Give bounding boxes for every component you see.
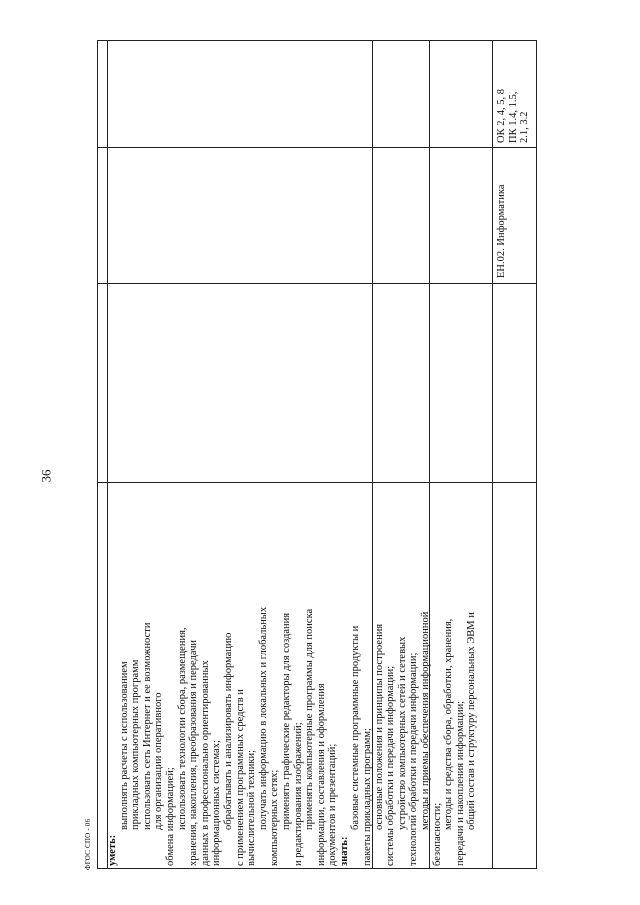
content-cell: [107, 607, 478, 866]
code-line: ОК 2, 4, 5, 8: [496, 89, 507, 143]
content-line: системы обработки и передачи информации;: [385, 665, 397, 866]
content-line: информации, составления и оформления: [315, 683, 327, 866]
table-divider: [492, 40, 493, 869]
content-line: вычислительной техники;: [246, 749, 258, 866]
section-heading: знать:: [338, 836, 350, 866]
content-line: общий состав и структуру персональных ЭВМ и: [466, 612, 478, 830]
content-line: для организации оперативного: [153, 692, 165, 830]
content-line: получать информацию в локальных и глобальных: [257, 606, 269, 830]
content-line: передачи и накопления информации;: [454, 700, 466, 866]
content-line: компьютерных сетях;: [269, 769, 281, 866]
content-line: устройство компьютерных сетей и сетевых: [396, 636, 408, 830]
table-divider: [97, 283, 537, 284]
footer-label: ФГОС СПО - 06: [84, 818, 92, 870]
content-line: и редактирования изображений;: [292, 722, 304, 866]
content-line: применять графические редакторы для создания: [280, 612, 292, 830]
content-line: методы и приемы обеспечения информационной: [420, 611, 432, 830]
content-line: обрабатывать и анализировать информацию: [222, 632, 234, 830]
content-line: применять компьютерные программы для поиска: [304, 608, 316, 830]
content-line: пакеты прикладных программ;: [362, 728, 374, 866]
content-line: данных в профессионально ориентированных: [199, 660, 211, 866]
content-line: основные положения и принципы построения: [373, 623, 385, 830]
section-heading: уметь:: [107, 834, 118, 866]
codes-cell: [496, 89, 531, 143]
content-line: с применением программных средств и: [234, 689, 246, 866]
content-line: хранения, накопления, преобразования и передачи: [188, 639, 200, 866]
code-line: 2.1, 3.2: [519, 111, 531, 143]
content-line: базовые системные программные продукты и: [350, 625, 362, 830]
code-line: ПК 1.4, 1.5,: [507, 91, 519, 143]
content-line: документов и презентаций;: [327, 743, 339, 866]
discipline-cell: ЕН.02. Информатика: [496, 184, 507, 278]
content-line: прикладных компьютерных программ: [130, 659, 142, 830]
table-divider: [97, 147, 537, 148]
content-line: обмена информацией;: [164, 767, 176, 866]
content-line: методы и средства сбора, обработки, хранения,: [443, 618, 455, 830]
page-number: 36: [38, 469, 54, 483]
content-line: использовать технологии сбора, размещения,: [176, 627, 188, 830]
content-line: выполнять расчеты с использованием: [118, 661, 130, 830]
content-line: информационных системах;: [211, 740, 223, 866]
table-divider: [97, 482, 537, 483]
content-line: использовать сеть Интернет и ее возможности: [141, 622, 153, 830]
content-line: безопасности;: [431, 802, 443, 866]
content-line: технологий обработки и передачи информации;: [408, 652, 420, 866]
